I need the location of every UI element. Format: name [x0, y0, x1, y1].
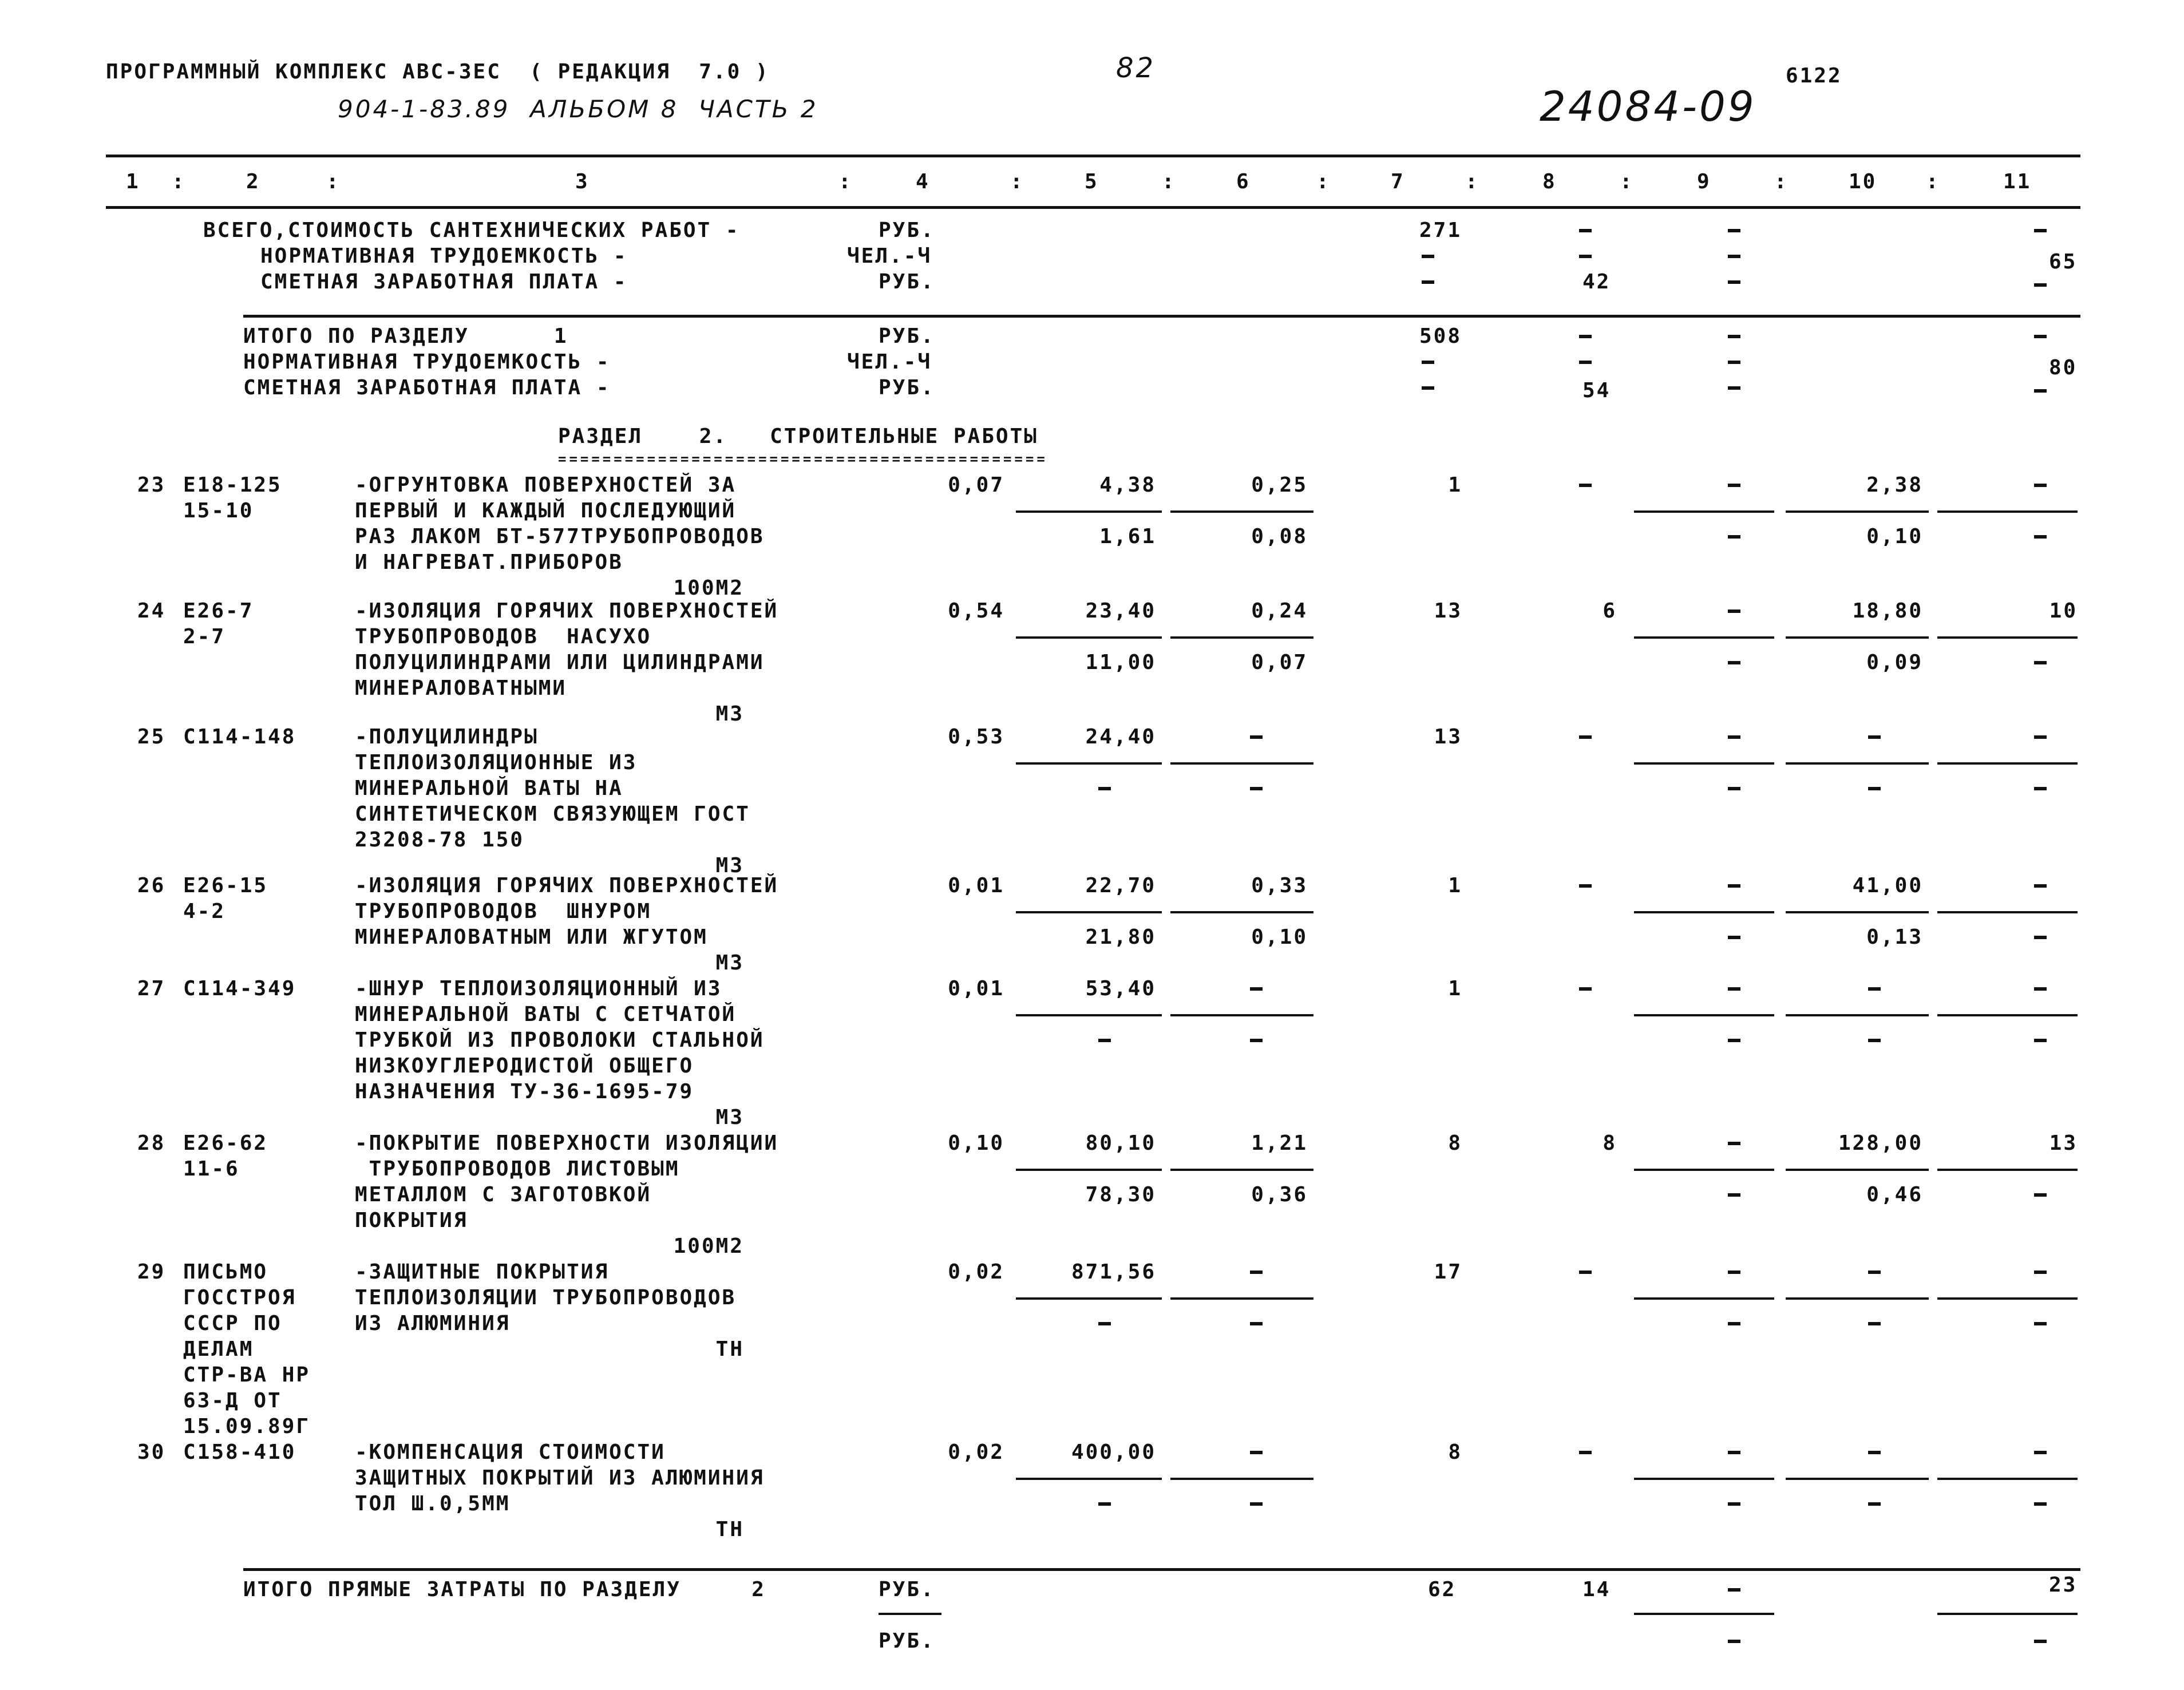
empty-dash	[1868, 735, 1881, 739]
empty-dash	[2034, 535, 2047, 539]
column-label: 3	[575, 170, 589, 193]
row-description: МЕТАЛЛОМ С ЗАГОТОВКОЙ	[355, 1183, 652, 1206]
empty-dash	[2034, 335, 2047, 338]
row-code: 2-7	[183, 625, 226, 648]
row-description: -ЗАЩИТНЫЕ ПОКРЫТИЯ	[355, 1260, 610, 1284]
row-description: НИЗКОУГЛЕРОДИСТОЙ ОБЩЕГО	[355, 1054, 694, 1078]
fraction-rule	[1634, 1478, 1774, 1480]
document-number: 24084-09	[1540, 82, 1756, 130]
row-wage-total: 6	[1603, 599, 1617, 623]
row-number: 27	[137, 977, 166, 1000]
row-unit-cost: 4,38	[1099, 473, 1156, 497]
row-code: 11-6	[183, 1157, 240, 1181]
empty-dash	[1579, 335, 1592, 338]
empty-dash	[1579, 987, 1592, 991]
row-description: ТЕПЛОИЗОЛЯЦИИ ТРУБОПРОВОДОВ	[355, 1286, 737, 1309]
empty-dash	[1868, 787, 1881, 790]
row-code: 15.09.89Г	[183, 1415, 311, 1438]
fraction-rule	[1937, 1169, 2078, 1171]
empty-dash	[2034, 1451, 2047, 1454]
empty-dash	[1422, 255, 1434, 258]
row-unit: М3	[715, 951, 744, 975]
fraction-rule	[1937, 510, 2078, 513]
row-unit-wage: 11,00	[1085, 651, 1156, 674]
row-quantity: 0,53	[948, 725, 1004, 749]
empty-dash	[1098, 787, 1111, 790]
row-unit: М3	[715, 1106, 744, 1129]
row-machine-labor: 0,46	[1866, 1183, 1923, 1206]
row-number: 29	[137, 1260, 166, 1284]
column-divider: :	[1162, 170, 1176, 193]
empty-dash	[1579, 484, 1592, 487]
fraction-rule	[1170, 510, 1313, 513]
column-divider: :	[1465, 170, 1479, 193]
row-machine-labor: 0,13	[1866, 925, 1923, 949]
row-description: ПЕРВЫЙ И КАЖДЫЙ ПОСЛЕДУЮЩИЙ	[355, 499, 737, 523]
fraction-rule	[1170, 1478, 1313, 1480]
empty-dash	[1728, 255, 1740, 258]
page-number: 82	[1116, 52, 1156, 84]
fraction-rule	[1170, 1169, 1313, 1171]
final-divider	[243, 1568, 2080, 1571]
column-label: 8	[1542, 170, 1557, 193]
empty-dash	[1728, 484, 1740, 487]
row-labor: 0,25	[1251, 473, 1308, 497]
row-unit: 100М2	[673, 576, 744, 600]
final-unit: РУБ.	[879, 1629, 935, 1653]
row-code: ДЕЛАМ	[183, 1337, 254, 1361]
fraction-rule	[1786, 1169, 1929, 1171]
row-total-cost: 17	[1434, 1260, 1462, 1284]
document-code: 6122	[1786, 64, 1842, 88]
summary-unit: ЧЕЛ.-Ч	[847, 350, 932, 374]
column-label: 6	[1236, 170, 1251, 193]
summary-value: 80	[2049, 356, 2078, 379]
empty-dash	[1098, 1322, 1111, 1325]
fraction-rule	[1937, 911, 2078, 913]
row-code: 15-10	[183, 499, 254, 523]
summary-value: 508	[1419, 324, 1462, 348]
row-description: ТРУБОПРОВОДОВ ШНУРОМ	[355, 900, 652, 923]
row-unit-cost: 871,56	[1071, 1260, 1156, 1284]
row-description: -ПОЛУЦИЛИНДРЫ	[355, 725, 539, 749]
empty-dash	[1868, 1451, 1881, 1454]
row-machine-cost: 2,38	[1866, 473, 1923, 497]
row-unit: ТН	[715, 1337, 744, 1361]
row-machine-labor: 0,10	[1866, 525, 1923, 548]
summary-unit: РУБ.	[879, 376, 935, 399]
empty-dash	[2034, 1502, 2047, 1506]
summary-value: 65	[2049, 250, 2078, 274]
empty-dash	[2034, 1271, 2047, 1274]
fraction-rule	[1634, 1014, 1774, 1016]
row-labor-wage: 0,10	[1251, 925, 1308, 949]
empty-dash	[1728, 1588, 1740, 1592]
fraction-rule	[1937, 762, 2078, 765]
empty-dash	[2034, 389, 2047, 393]
empty-dash	[1579, 229, 1592, 232]
empty-dash	[1868, 1502, 1881, 1506]
empty-dash	[1728, 884, 1740, 888]
row-code: Е18-125	[183, 473, 282, 497]
fraction-rule	[1634, 1297, 1774, 1300]
row-unit: М3	[715, 854, 744, 877]
row-labor: 0,33	[1251, 874, 1308, 897]
row-unit-cost: 24,40	[1085, 725, 1156, 749]
summary-value: 42	[1582, 270, 1611, 294]
column-divider: :	[172, 170, 186, 193]
fraction-rule	[1634, 1613, 1774, 1615]
fraction-rule	[1786, 762, 1929, 765]
empty-dash	[1728, 361, 1740, 364]
empty-dash	[1250, 1322, 1263, 1325]
row-description: МИНЕРАЛЬНОЙ ВАТЫ НА	[355, 777, 623, 800]
final-unit: РУБ.	[879, 1578, 935, 1601]
empty-dash	[1250, 1039, 1263, 1042]
row-code: С158-410	[183, 1440, 296, 1464]
empty-dash	[2034, 661, 2047, 664]
empty-dash	[1098, 1502, 1111, 1506]
row-unit-cost: 22,70	[1085, 874, 1156, 897]
fraction-rule	[1170, 762, 1313, 765]
empty-dash	[1728, 535, 1740, 539]
column-divider: :	[1774, 170, 1789, 193]
row-number: 30	[137, 1440, 166, 1464]
empty-dash	[1728, 661, 1740, 664]
row-code: ГОССТРОЯ	[183, 1286, 296, 1309]
row-unit-cost: 23,40	[1085, 599, 1156, 623]
empty-dash	[1728, 936, 1740, 939]
row-code: С114-349	[183, 977, 296, 1000]
empty-dash	[1579, 255, 1592, 258]
row-total-cost: 1	[1448, 473, 1462, 497]
row-labor: 0,24	[1251, 599, 1308, 623]
fraction-rule	[1016, 911, 1162, 913]
section-title: РАЗДЕЛ 2. СТРОИТЕЛЬНЫЕ РАБОТЫ	[558, 425, 1038, 448]
row-code: 63-Д ОТ	[183, 1389, 282, 1412]
empty-dash	[2034, 735, 2047, 739]
row-total-cost: 8	[1448, 1131, 1462, 1155]
row-description: -ПОКРЫТИЕ ПОВЕРХНОСТИ ИЗОЛЯЦИИ	[355, 1131, 779, 1155]
empty-dash	[1579, 1451, 1592, 1454]
row-description: ТОЛ Ш.0,5ММ	[355, 1492, 511, 1515]
fraction-rule	[1786, 1297, 1929, 1300]
empty-dash	[1728, 609, 1740, 613]
empty-dash	[1728, 1193, 1740, 1197]
summary-label: СМЕТНАЯ ЗАРАБОТНАЯ ПЛАТА -	[260, 270, 628, 294]
empty-dash	[1250, 735, 1263, 739]
row-description: ТРУБОПРОВОДОВ ЛИСТОВЫМ	[355, 1157, 680, 1181]
empty-dash	[1868, 1271, 1881, 1274]
fraction-rule	[1937, 636, 2078, 639]
final-value: 62	[1428, 1578, 1457, 1601]
column-divider: :	[1316, 170, 1331, 193]
empty-dash	[1098, 1039, 1111, 1042]
row-unit: М3	[715, 702, 744, 726]
empty-dash	[1728, 1142, 1740, 1145]
column-label: 11	[2003, 170, 2032, 193]
empty-dash	[1250, 787, 1263, 790]
header-rule-top	[106, 155, 2080, 157]
fraction-rule	[1170, 1297, 1313, 1300]
row-description: -ИЗОЛЯЦИЯ ГОРЯЧИХ ПОВЕРХНОСТЕЙ	[355, 874, 779, 897]
empty-dash	[1728, 787, 1740, 790]
row-description: 23208-78 150	[355, 828, 525, 852]
column-label: 5	[1085, 170, 1099, 193]
row-code: С114-148	[183, 725, 296, 749]
column-divider: :	[1620, 170, 1634, 193]
empty-dash	[2034, 1039, 2047, 1042]
row-operator-wage: 10	[2049, 599, 2078, 623]
empty-dash	[1579, 1271, 1592, 1274]
row-quantity: 0,02	[948, 1260, 1004, 1284]
empty-dash	[1868, 1322, 1881, 1325]
empty-dash	[1868, 1039, 1881, 1042]
header-rule-bottom	[106, 206, 2080, 209]
summary-value: 271	[1419, 219, 1462, 242]
row-description: ТЕПЛОИЗОЛЯЦИОННЫЕ ИЗ	[355, 751, 638, 774]
summary-value: 54	[1582, 379, 1611, 402]
row-quantity: 0,02	[948, 1440, 1004, 1464]
empty-dash	[2034, 787, 2047, 790]
final-unit-rule	[879, 1613, 941, 1615]
row-description: ПОЛУЦИЛИНДРАМИ ИЛИ ЦИЛИНДРАМИ	[355, 651, 765, 674]
column-label: 1	[126, 170, 140, 193]
empty-dash	[1728, 1451, 1740, 1454]
summary-label: НОРМАТИВНАЯ ТРУДОЕМКОСТЬ -	[260, 244, 628, 268]
row-description: НАЗНАЧЕНИЯ ТУ-36-1695-79	[355, 1080, 694, 1103]
column-label: 9	[1697, 170, 1711, 193]
fraction-rule	[1016, 762, 1162, 765]
row-description: МИНЕРАЛОВАТНЫМ ИЛИ ЖГУТОМ	[355, 925, 708, 949]
row-description: МИНЕРАЛЬНОЙ ВАТЫ С СЕТЧАТОЙ	[355, 1003, 737, 1026]
column-label: 2	[246, 170, 260, 193]
row-quantity: 0,10	[948, 1131, 1004, 1155]
fraction-rule	[1634, 911, 1774, 913]
column-divider: :	[838, 170, 853, 193]
row-number: 23	[137, 473, 166, 497]
fraction-rule	[1786, 1478, 1929, 1480]
fraction-rule	[1016, 510, 1162, 513]
row-quantity: 0,01	[948, 874, 1004, 897]
row-unit-cost: 53,40	[1085, 977, 1156, 1000]
empty-dash	[2034, 1193, 2047, 1197]
empty-dash	[1422, 386, 1434, 390]
row-description: ИЗ АЛЮМИНИЯ	[355, 1312, 511, 1335]
summary-unit: РУБ.	[879, 219, 935, 242]
row-total-cost: 1	[1448, 977, 1462, 1000]
program-title: ПРОГРАММНЫЙ КОМПЛЕКС АВС-ЗЕС ( РЕДАКЦИЯ 7.0 )	[106, 60, 770, 84]
empty-dash	[1579, 735, 1592, 739]
summary-unit: ЧЕЛ.-Ч	[847, 244, 932, 268]
column-label: 10	[1849, 170, 1877, 193]
empty-dash	[1728, 386, 1740, 390]
row-labor: 1,21	[1251, 1131, 1308, 1155]
row-quantity: 0,54	[948, 599, 1004, 623]
fraction-rule	[1634, 1169, 1774, 1171]
row-description: -ИЗОЛЯЦИЯ ГОРЯЧИХ ПОВЕРХНОСТЕЙ	[355, 599, 779, 623]
row-machine-cost: 128,00	[1838, 1131, 1923, 1155]
row-description: -КОМПЕНСАЦИЯ СТОИМОСТИ	[355, 1440, 666, 1464]
row-total-cost: 8	[1448, 1440, 1462, 1464]
fraction-rule	[1016, 1014, 1162, 1016]
section-title-underline: ============================================	[558, 451, 1048, 467]
column-divider: :	[1010, 170, 1024, 193]
row-quantity: 0,01	[948, 977, 1004, 1000]
row-description: ТРУБОПРОВОДОВ НАСУХО	[355, 625, 652, 648]
empty-dash	[1728, 735, 1740, 739]
empty-dash	[2034, 936, 2047, 939]
row-labor-wage: 0,36	[1251, 1183, 1308, 1206]
fraction-rule	[1937, 1014, 2078, 1016]
row-unit-wage: 78,30	[1085, 1183, 1156, 1206]
fraction-rule	[1634, 762, 1774, 765]
empty-dash	[1250, 987, 1263, 991]
empty-dash	[1868, 987, 1881, 991]
row-number: 28	[137, 1131, 166, 1155]
row-description: -ШНУР ТЕПЛОИЗОЛЯЦИОННЫЙ ИЗ	[355, 977, 722, 1000]
row-machine-labor: 0,09	[1866, 651, 1923, 674]
row-unit-cost: 80,10	[1085, 1131, 1156, 1155]
row-description: МИНЕРАЛОВАТНЫМИ	[355, 676, 567, 700]
fraction-rule	[1016, 636, 1162, 639]
summary-label: НОРМАТИВНАЯ ТРУДОЕМКОСТЬ -	[243, 350, 611, 374]
row-code: Е26-15	[183, 874, 268, 897]
summary-label: ВСЕГО,СТОИМОСТЬ САНТЕХНИЧЕСКИХ РАБОТ -	[203, 219, 740, 242]
row-unit-wage: 1,61	[1099, 525, 1156, 548]
final-value: 23	[2049, 1573, 2078, 1597]
row-description: СИНТЕТИЧЕСКОМ СВЯЗУЮЩЕМ ГОСТ	[355, 802, 750, 826]
row-code: ПИСЬМО	[183, 1260, 268, 1284]
row-code: СТР-ВА НР	[183, 1363, 311, 1387]
fraction-rule	[1016, 1169, 1162, 1171]
row-operator-wage: 13	[2049, 1131, 2078, 1155]
fraction-rule	[1786, 911, 1929, 913]
fraction-rule	[1937, 1613, 2078, 1615]
fraction-rule	[1786, 1014, 1929, 1016]
empty-dash	[1579, 884, 1592, 888]
summary-unit: РУБ.	[879, 324, 935, 348]
row-number: 26	[137, 874, 166, 897]
row-code: Е26-62	[183, 1131, 268, 1155]
row-description: ПОКРЫТИЯ	[355, 1209, 468, 1232]
row-labor-wage: 0,08	[1251, 525, 1308, 548]
fraction-rule	[1786, 510, 1929, 513]
fraction-rule	[1170, 636, 1313, 639]
row-labor-wage: 0,07	[1251, 651, 1308, 674]
row-code: Е26-7	[183, 599, 254, 623]
empty-dash	[1250, 1271, 1263, 1274]
row-description: -ОГРУНТОВКА ПОВЕРХНОСТЕЙ ЗА	[355, 473, 737, 497]
fraction-rule	[1016, 1478, 1162, 1480]
empty-dash	[2034, 1640, 2047, 1643]
column-divider: :	[326, 170, 341, 193]
row-unit: ТН	[715, 1518, 744, 1541]
row-description: ЗАЩИТНЫХ ПОКРЫТИЙ ИЗ АЛЮМИНИЯ	[355, 1466, 765, 1490]
empty-dash	[2034, 1322, 2047, 1325]
row-code: 4-2	[183, 900, 226, 923]
summary-label: СМЕТНАЯ ЗАРАБОТНАЯ ПЛАТА -	[243, 376, 611, 399]
row-machine-cost: 18,80	[1852, 599, 1923, 623]
empty-dash	[1422, 361, 1434, 364]
fraction-rule	[1937, 1297, 2078, 1300]
row-total-cost: 1	[1448, 874, 1462, 897]
row-number: 25	[137, 725, 166, 749]
row-unit-wage: 21,80	[1085, 925, 1156, 949]
empty-dash	[2034, 283, 2047, 287]
fraction-rule	[1634, 636, 1774, 639]
empty-dash	[1728, 1271, 1740, 1274]
fraction-rule	[1937, 1478, 2078, 1480]
empty-dash	[2034, 987, 2047, 991]
empty-dash	[1579, 361, 1592, 364]
fraction-rule	[1170, 1014, 1313, 1016]
row-unit: 100М2	[673, 1234, 744, 1258]
final-value: 14	[1582, 1578, 1611, 1601]
row-unit-cost: 400,00	[1071, 1440, 1156, 1464]
row-description: И НАГРЕВАТ.ПРИБОРОВ	[355, 551, 623, 574]
final-label: ИТОГО ПРЯМЫЕ ЗАТРАТЫ ПО РАЗДЕЛУ 2	[243, 1578, 766, 1601]
empty-dash	[1728, 1322, 1740, 1325]
column-divider: :	[1926, 170, 1940, 193]
empty-dash	[1728, 335, 1740, 338]
row-total-cost: 13	[1434, 725, 1462, 749]
fraction-rule	[1786, 636, 1929, 639]
empty-dash	[1250, 1451, 1263, 1454]
album-reference: 904-1-83.89 АЛЬБОМ 8 ЧАСТЬ 2	[338, 95, 818, 123]
empty-dash	[1728, 280, 1740, 284]
empty-dash	[2034, 484, 2047, 487]
row-machine-cost: 41,00	[1852, 874, 1923, 897]
empty-dash	[2034, 884, 2047, 888]
empty-dash	[1728, 229, 1740, 232]
row-quantity: 0,07	[948, 473, 1004, 497]
column-label: 4	[916, 170, 930, 193]
empty-dash	[1728, 1039, 1740, 1042]
empty-dash	[1728, 1502, 1740, 1506]
row-description: РАЗ ЛАКОМ БТ-577ТРУБОПРОВОДОВ	[355, 525, 765, 548]
fraction-rule	[1634, 510, 1774, 513]
summary-unit: РУБ.	[879, 270, 935, 294]
empty-dash	[1422, 280, 1434, 284]
empty-dash	[1728, 987, 1740, 991]
row-total-cost: 13	[1434, 599, 1462, 623]
column-label: 7	[1391, 170, 1405, 193]
row-wage-total: 8	[1603, 1131, 1617, 1155]
fraction-rule	[1170, 911, 1313, 913]
empty-dash	[1728, 1640, 1740, 1643]
row-description: ТРУБКОЙ ИЗ ПРОВОЛОКИ СТАЛЬНОЙ	[355, 1028, 765, 1052]
empty-dash	[1250, 1502, 1263, 1506]
row-number: 24	[137, 599, 166, 623]
summary-divider	[243, 315, 2080, 318]
empty-dash	[2034, 229, 2047, 232]
fraction-rule	[1016, 1297, 1162, 1300]
row-code: СССР ПО	[183, 1312, 282, 1335]
summary-label: ИТОГО ПО РАЗДЕЛУ 1	[243, 324, 568, 348]
